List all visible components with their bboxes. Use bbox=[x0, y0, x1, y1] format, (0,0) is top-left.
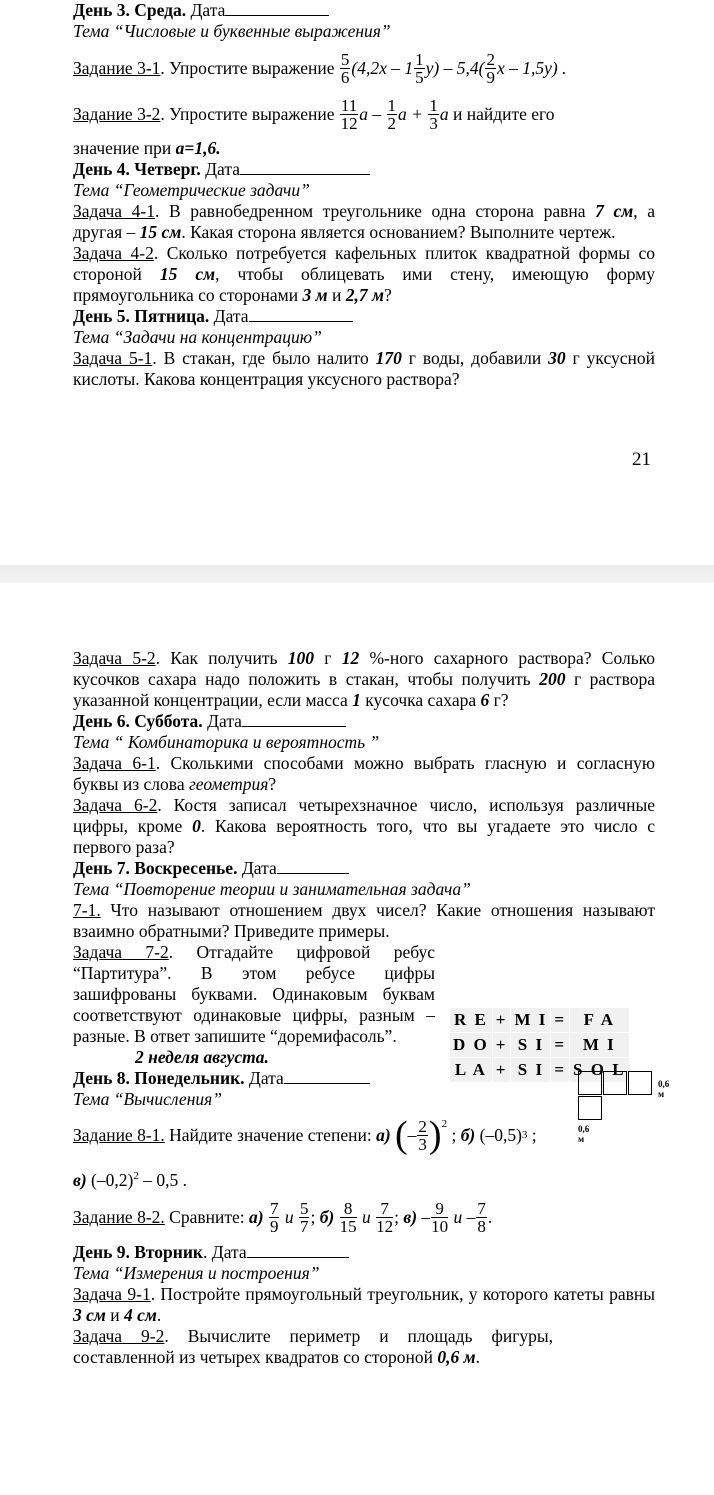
denominator: 9 bbox=[269, 1216, 279, 1236]
numerator: 9 bbox=[431, 1200, 448, 1218]
day5-theme: Тема “Задачи на концентрацию” bbox=[73, 327, 322, 347]
date-blank bbox=[247, 1242, 349, 1258]
numerator: 11 bbox=[340, 95, 358, 115]
text: . В равнобедренном треугольнике одна сторона равна bbox=[155, 201, 586, 221]
value: 1 bbox=[352, 690, 361, 710]
fraction bbox=[417, 1118, 428, 1153]
minus: – bbox=[407, 1124, 417, 1145]
task7-2 bbox=[73, 942, 435, 1047]
task8-2-label: Задание 8-2. bbox=[73, 1206, 165, 1227]
text: Что называют отношением двух чисел? Какие отношения bbox=[100, 900, 574, 920]
task4-2-label: Задача 4-2 bbox=[73, 243, 154, 263]
task7-1 bbox=[73, 900, 655, 942]
rebus-cell: = bbox=[551, 1033, 570, 1058]
text: . Отгадайте цифровой ребус bbox=[168, 942, 435, 962]
fraction bbox=[476, 1200, 487, 1235]
fraction bbox=[428, 97, 439, 132]
text: буквам соответствуют одинаковые bbox=[73, 984, 436, 1025]
square bbox=[578, 1071, 602, 1095]
text: %-ного сахарного раствора? bbox=[369, 648, 592, 668]
task3-2 bbox=[73, 94, 655, 134]
numerator: 7 bbox=[269, 1198, 279, 1218]
task8-1-label: Задание 8-1. bbox=[73, 1124, 165, 1145]
task5-2-label: Задача 5-2 bbox=[73, 648, 156, 668]
text: . Какова вероятность того, что вы bbox=[200, 816, 478, 836]
task3-2-text: . Упростите выражение bbox=[160, 103, 335, 124]
page-21 bbox=[0, 0, 714, 565]
fraction bbox=[414, 51, 425, 86]
text: ? bbox=[268, 774, 277, 794]
task7-1-label: 7-1. bbox=[73, 900, 101, 920]
text: сахара bbox=[427, 690, 477, 710]
item-a: а) bbox=[376, 1124, 391, 1145]
numerator: 1 bbox=[429, 95, 438, 115]
text: запишите “доремифасоль”. bbox=[194, 1026, 397, 1046]
text: . bbox=[156, 1305, 162, 1325]
exponent: 2 bbox=[441, 1118, 448, 1130]
date-label: Дата bbox=[248, 1068, 284, 1088]
page-number: 21 bbox=[632, 449, 651, 470]
text: составленной из четырех квадратов со стороной bbox=[73, 1347, 434, 1367]
text: зашифрованы буквами. Одинаковым bbox=[73, 984, 368, 1004]
day7-theme: Тема “Повторение теории и занимательная задача” bbox=[73, 879, 471, 899]
denominator: 3 bbox=[418, 1134, 427, 1154]
bottom-label: 0,6 м bbox=[578, 1124, 590, 1144]
day9-title: День 9. Вторник bbox=[73, 1242, 204, 1262]
and: и bbox=[284, 1206, 294, 1227]
denominator: 12 bbox=[376, 1216, 394, 1236]
task8-1-v bbox=[73, 1166, 655, 1190]
day3-title: День 3. Среда. bbox=[73, 0, 187, 20]
task6-2 bbox=[73, 795, 655, 858]
date-blank bbox=[249, 306, 353, 322]
task3-2-tail: и найдите его bbox=[452, 103, 555, 124]
denominator: 10 bbox=[431, 1216, 449, 1236]
rebus-cell: R E bbox=[450, 1008, 493, 1033]
fraction bbox=[485, 51, 496, 86]
task4-2 bbox=[73, 243, 655, 306]
text: . Вычислите периметр и площадь фигуры, bbox=[164, 1326, 554, 1346]
square bbox=[578, 1096, 602, 1120]
day9-theme: Тема “Измерения и построения” bbox=[73, 1263, 320, 1283]
text: . Как получить bbox=[155, 648, 278, 668]
paren: ) bbox=[428, 1114, 442, 1156]
fraction bbox=[340, 97, 358, 132]
task3-2-label: Задание 3-2 bbox=[73, 103, 161, 124]
day5-title: День 5. Пятница. bbox=[73, 306, 210, 326]
day7-header bbox=[73, 858, 655, 879]
text: “Партитура”. В этом ребусе цифры bbox=[73, 963, 435, 983]
text: называют взаимно обратными? Приведите примеры. bbox=[73, 900, 655, 941]
exponent: 2 bbox=[133, 1170, 139, 1182]
fraction bbox=[376, 1200, 393, 1235]
numerator: 1 bbox=[387, 95, 397, 115]
value: 6 bbox=[480, 690, 490, 710]
text: Выполните чертеж. bbox=[469, 222, 616, 242]
text: кусочка bbox=[365, 690, 424, 710]
numerator: 7 bbox=[477, 1198, 486, 1218]
text: и bbox=[110, 1305, 120, 1325]
rebus-cell: D O bbox=[450, 1033, 493, 1058]
task4-1 bbox=[73, 201, 655, 243]
page-22 bbox=[0, 583, 714, 1495]
date-blank bbox=[284, 1068, 370, 1084]
fraction bbox=[269, 1200, 280, 1235]
day6-theme: Тема “ Комбинаторика и вероятность ” bbox=[73, 732, 380, 752]
text: г bbox=[572, 348, 580, 368]
fraction bbox=[387, 97, 398, 132]
denominator: 5 bbox=[415, 67, 424, 87]
page-separator bbox=[0, 565, 714, 583]
expr-part: a bbox=[439, 103, 449, 124]
item-v: в) bbox=[403, 1206, 418, 1227]
task3-2-value bbox=[73, 138, 655, 159]
text: угадаете это число с первого раза? bbox=[73, 816, 656, 857]
task9-1 bbox=[73, 1284, 655, 1326]
date-label: Дата bbox=[207, 711, 242, 731]
task5-1-label: Задача 5-1 bbox=[73, 348, 153, 368]
word: геометрия bbox=[188, 774, 269, 794]
text: , чтобы облицевать ими стену, имеющую bbox=[215, 264, 589, 284]
value: 2,7 м bbox=[345, 285, 384, 305]
expr: (–0,2) bbox=[91, 1169, 134, 1190]
numerator: 2 bbox=[486, 49, 495, 69]
exponent: 3 bbox=[521, 1128, 528, 1141]
denominator: 3 bbox=[429, 113, 438, 133]
text: цифры, разным – разные. В ответ bbox=[73, 1005, 435, 1046]
fraction bbox=[431, 1200, 448, 1235]
task8-2: Задание 8-2. Сравните: а) $\frac{7}{9}$ и $\frac{5}{7}$ ; б) $\frac{8}{15}$ и $\frac{7}{12}$ ; в) – $\frac{9}{10}$ и – $\frac{7}{8}$ . bbox=[73, 1198, 493, 1236]
numerator: 2 bbox=[418, 1116, 427, 1136]
day6-title: День 6. Суббота. bbox=[73, 711, 203, 731]
square bbox=[628, 1071, 652, 1095]
text: . Сколько потребуется кафельных плиток квадратной bbox=[153, 243, 571, 263]
text: г воды, добавили bbox=[408, 348, 542, 368]
text: согласную буквы из слова bbox=[73, 753, 655, 794]
text: . Постройте прямоугольный треугольник, у которого bbox=[150, 1284, 549, 1304]
rebus-cell: + bbox=[492, 1033, 511, 1058]
numerator: 1 bbox=[415, 49, 424, 69]
and: и bbox=[453, 1206, 463, 1227]
value: 4 см bbox=[124, 1305, 157, 1325]
rebus-cell: F A bbox=[570, 1008, 630, 1033]
task6-2-label: Задача 6-2 bbox=[73, 795, 158, 815]
day5-header bbox=[73, 306, 655, 327]
rebus-cell: S I bbox=[511, 1033, 551, 1058]
expr-part: a – bbox=[359, 103, 386, 124]
fraction bbox=[340, 1200, 357, 1235]
day8-theme: Тема “Вычисления” bbox=[73, 1089, 222, 1109]
rebus-cell: + bbox=[492, 1058, 511, 1083]
day7-title: День 7. Воскресенье. bbox=[73, 858, 238, 878]
day3-theme: Тема “Числовые и буквенные выражения” bbox=[73, 21, 391, 41]
side-label: 0,6 м bbox=[658, 1079, 670, 1099]
page-21-content bbox=[73, 0, 655, 390]
task9-2-label: Задача 9-2 bbox=[73, 1326, 165, 1346]
item-b: б) bbox=[460, 1124, 476, 1145]
expr-part: (4,2x – 1 bbox=[351, 57, 414, 78]
task7-2-label: Задача 7-2 bbox=[73, 942, 169, 962]
rebus-cell: S O L bbox=[570, 1058, 630, 1083]
denominator: 6 bbox=[340, 67, 350, 87]
date-blank bbox=[225, 0, 329, 16]
denominator: 15 bbox=[339, 1216, 357, 1236]
value: 200 bbox=[539, 669, 566, 689]
text: различные цифры, кроме bbox=[73, 795, 655, 836]
task6-1-label: Задача 6-1 bbox=[73, 753, 156, 773]
value: 100 bbox=[287, 648, 314, 668]
text: Найдите значение степени: bbox=[169, 1124, 372, 1145]
square bbox=[603, 1071, 627, 1095]
text: форму прямоугольника со сторонами bbox=[73, 264, 656, 305]
value: 0,6 м bbox=[437, 1347, 476, 1367]
day8-title: День 8. Понедельник. bbox=[73, 1068, 245, 1088]
text: уксусной кислоты. Какова концентрация уксусного раствора? bbox=[73, 348, 655, 389]
value: 30 bbox=[548, 348, 566, 368]
value: 15 см bbox=[159, 264, 216, 284]
numerator: 5 bbox=[299, 1198, 309, 1218]
denominator: 9 bbox=[486, 67, 495, 87]
text: . В стакан, где было налито bbox=[152, 348, 369, 368]
text: Солько кусочков сахара надо положить в стакан, чтобы получить bbox=[73, 648, 656, 689]
rebus-cell: M I bbox=[570, 1033, 630, 1058]
denominator: 2 bbox=[387, 113, 397, 133]
date-label: Дата bbox=[205, 159, 241, 179]
value: 3 см bbox=[73, 1305, 106, 1325]
task3-1-label: Задание 3-1 bbox=[73, 57, 161, 78]
expr-part: y) – 5,4( bbox=[425, 57, 485, 78]
task3-1-text: . Упростите выражение bbox=[160, 57, 335, 78]
text: формы со стороной bbox=[73, 243, 656, 284]
rebus-cell: M I bbox=[511, 1008, 551, 1033]
and: и bbox=[362, 1206, 371, 1227]
item-a: а) bbox=[249, 1206, 264, 1227]
expr: (–0,5) bbox=[479, 1124, 522, 1145]
numerator: 8 bbox=[340, 1200, 357, 1218]
unit: см bbox=[613, 201, 634, 221]
text: . Какая сторона является основанием? bbox=[181, 222, 466, 242]
text: . Костя записал четырехзначное число, используя bbox=[157, 795, 564, 815]
denominator: 7 bbox=[299, 1216, 309, 1236]
value: 15 см bbox=[139, 222, 182, 242]
fraction bbox=[299, 1200, 310, 1235]
text: г? bbox=[493, 690, 509, 710]
rebus-cell: = bbox=[551, 1008, 570, 1033]
task5-1 bbox=[73, 348, 655, 390]
rebus-row bbox=[450, 1008, 630, 1033]
task3-1 bbox=[73, 48, 655, 88]
date-blank bbox=[277, 858, 349, 874]
text: . Сколькими способами можно выбрать гласную и bbox=[155, 753, 567, 773]
fraction bbox=[340, 51, 351, 86]
task5-2 bbox=[73, 648, 655, 711]
rebus-cell: L A bbox=[450, 1058, 493, 1083]
paren: ( bbox=[395, 1114, 408, 1156]
task9-2 bbox=[73, 1326, 553, 1368]
date-blank bbox=[242, 711, 346, 727]
task8-1: Задание 8-1. Найдите значение степени: а) ( – $\frac{2}{3}$ ) $^2$ ; б) (–0,5) 3 ; bbox=[73, 1114, 537, 1156]
rebus-cell: = bbox=[551, 1058, 570, 1083]
text: г раствора указанной концентрации, если масса bbox=[73, 669, 655, 710]
expr-part: x – 1,5y) . bbox=[496, 57, 567, 78]
value: 170 bbox=[375, 348, 402, 368]
item-v: в) bbox=[73, 1169, 87, 1190]
day4-title: День 4. Четверг. bbox=[73, 159, 201, 179]
date-label: Дата bbox=[190, 0, 226, 20]
date-label: Дата bbox=[213, 306, 249, 326]
value-bold: a=1,6. bbox=[175, 138, 221, 158]
numerator: 5 bbox=[340, 49, 350, 69]
denominator: 12 bbox=[340, 113, 358, 133]
text: катеты равны bbox=[553, 1284, 656, 1304]
value: 12 bbox=[341, 648, 360, 668]
rebus-cell: + bbox=[492, 1008, 511, 1033]
value-text: значение при bbox=[73, 138, 172, 158]
day4-theme: Тема “Геометрические задачи” bbox=[73, 180, 310, 200]
denominator: 8 bbox=[477, 1216, 486, 1236]
day6-header bbox=[73, 711, 655, 732]
task6-1 bbox=[73, 753, 655, 795]
value: 3 м bbox=[302, 285, 328, 305]
day3-header bbox=[73, 0, 655, 21]
text: Сравните: bbox=[169, 1206, 245, 1227]
task9-1-label: Задача 9-1 bbox=[73, 1284, 151, 1304]
value: 0 bbox=[192, 816, 201, 836]
day9-header: День 9. Вторник. Дата bbox=[73, 1242, 655, 1263]
value: 7 bbox=[595, 201, 604, 221]
rebus-cell: S I bbox=[511, 1058, 551, 1083]
text: и bbox=[331, 285, 342, 305]
day4-header bbox=[73, 159, 655, 180]
rebus-row bbox=[450, 1033, 630, 1058]
text: ? bbox=[383, 285, 392, 305]
text: . bbox=[475, 1347, 481, 1367]
expr-part: a + bbox=[398, 103, 428, 124]
expr: – 0,5 . bbox=[143, 1169, 187, 1190]
item-b: б) bbox=[319, 1206, 335, 1227]
numerator: 7 bbox=[376, 1200, 393, 1218]
date-label: Дата bbox=[241, 858, 277, 878]
text: , а другая – bbox=[73, 201, 656, 242]
task4-1-label: Задача 4-1 bbox=[73, 201, 156, 221]
week-heading: 2 неделя августа. bbox=[135, 1047, 269, 1067]
date-label: Дата bbox=[211, 1242, 247, 1262]
date-blank bbox=[240, 159, 370, 175]
text: г bbox=[324, 648, 332, 668]
